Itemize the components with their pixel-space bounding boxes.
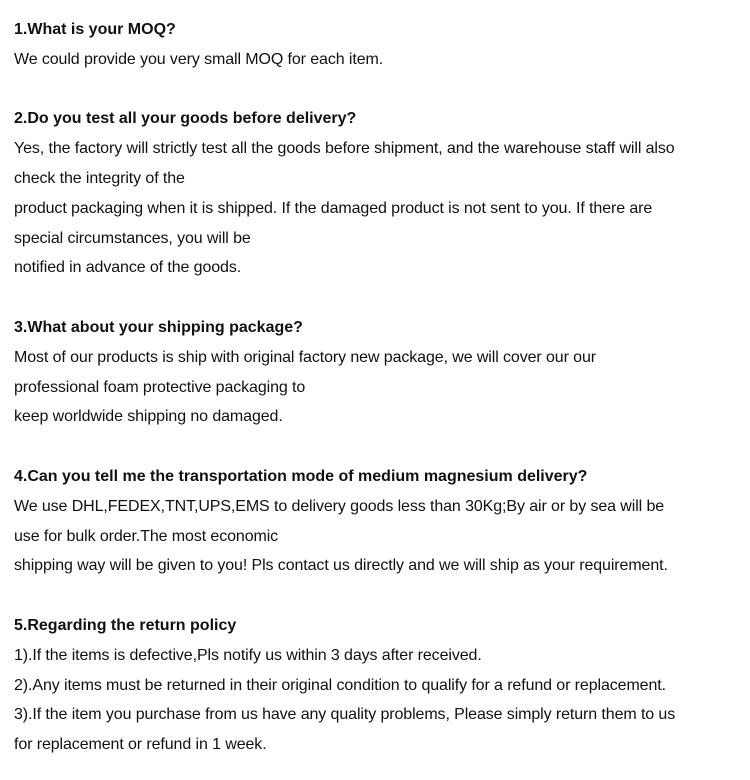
faq-item-5 <box>14 611 742 760</box>
faq-answer-line: Most of our products is ship with original factory new package, we will cover our our <box>14 348 596 366</box>
spacer <box>14 283 742 313</box>
faq-answer-line: professional foam protective packaging to <box>14 378 306 396</box>
spacer <box>14 581 742 611</box>
faq-answer-line: for replacement or refund in 1 week. <box>14 736 267 754</box>
faq-answer-line: special circumstances, you will be <box>14 229 251 247</box>
faq-item-1 <box>14 15 742 75</box>
faq-question: 5.Regarding the return policy <box>14 616 237 634</box>
faq-answer-line: 2).Any items must be returned in their original condition to qualify for a refund or replacement. <box>14 676 666 694</box>
faq-answer-line: check the integrity of the <box>14 169 185 187</box>
faq-question: 2.Do you test all your goods before delivery? <box>14 110 357 128</box>
faq-answer-line: use for bulk order.The most economic <box>14 527 279 545</box>
faq-answer-line: Yes, the factory will strictly test all the goods before shipment, and the warehouse staff will also <box>14 140 675 158</box>
faq-answer-line: keep worldwide shipping no damaged. <box>14 408 283 426</box>
faq-answer-line: 1).If the items is defective,Pls notify us within 3 days after received. <box>14 646 482 664</box>
spacer <box>14 75 742 105</box>
faq-answer-line: product packaging when it is shipped. If the damaged product is not sent to you. If there are <box>14 199 653 217</box>
faq-item-3 <box>14 313 742 432</box>
faq-document <box>14 15 742 760</box>
faq-item-2 <box>14 104 742 283</box>
faq-answer-line: notified in advance of the goods. <box>14 259 242 277</box>
faq-question: 4.Can you tell me the transportation mode of medium magnesium delivery? <box>14 467 588 485</box>
faq-answer-line: shipping way will be given to you! Pls contact us directly and we will ship as your requirement. <box>14 557 668 575</box>
faq-question: 3.What about your shipping package? <box>14 318 303 336</box>
faq-item-4 <box>14 462 742 581</box>
faq-answer-line: We use DHL,FEDEX,TNT,UPS,EMS to delivery goods less than 30Kg;By air or by sea will be <box>14 497 665 515</box>
faq-answer-line: 3).If the item you purchase from us have any quality problems, Please simply return them to us <box>14 706 676 724</box>
faq-answer-line: We could provide you very small MOQ for each item. <box>14 50 384 68</box>
faq-question: 1.What is your MOQ? <box>14 21 176 38</box>
spacer <box>14 432 742 462</box>
